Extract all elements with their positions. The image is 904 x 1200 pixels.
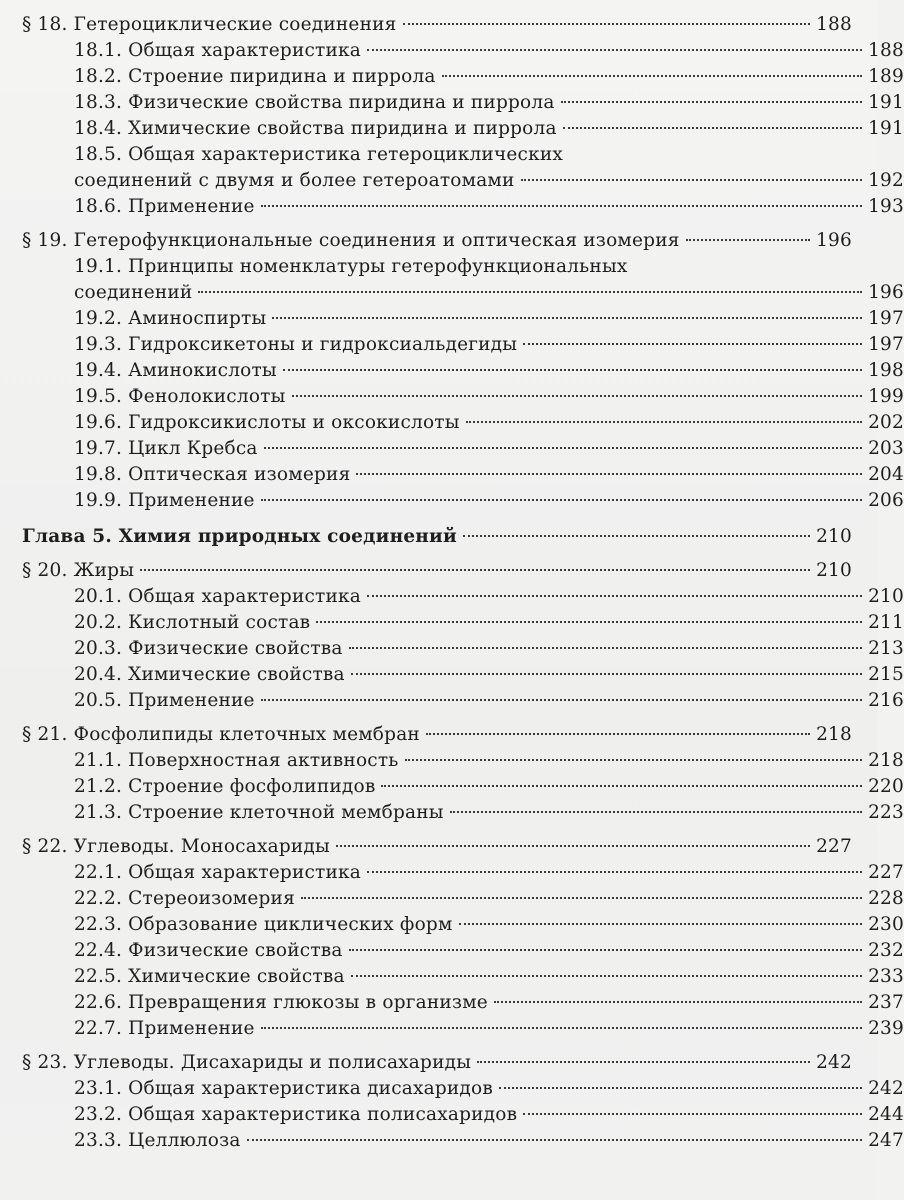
toc-entry-title: 21.1. Поверхностная активность [74,750,399,771]
toc-subsection [22,636,904,662]
toc-entry-line [74,748,904,774]
toc-entry-title: 19.8. Оптическая изомерия [74,464,351,485]
toc-entry-title: 20.4. Химические свойства [74,664,345,685]
toc-entry-line [74,800,904,826]
dot-leader [261,1027,862,1029]
toc-subsection [22,748,904,774]
toc-entry-title: 18.3. Физические свойства пиридина и пиррола [74,92,555,113]
dot-leader [292,395,863,397]
toc-subsection [22,90,904,116]
toc-page-number: 218 [816,724,852,745]
toc-entry-title: 22.2. Стереоизомерия [74,888,295,909]
toc-page-number: 210 [816,526,852,547]
toc-page-number: 210 [868,586,904,607]
toc-subsection [22,332,904,358]
dot-leader [247,1139,862,1141]
toc-page-number: 239 [868,1018,904,1039]
toc-entry-title: Глава 5. Химия природных соединений [22,526,457,547]
toc-subsection [22,358,904,384]
toc-page-number: 233 [868,966,904,987]
toc-page-number: 197 [868,308,904,329]
dot-leader [494,1001,862,1003]
toc-entry-line [74,64,904,90]
toc-entry-line [74,168,904,194]
toc-entry-line [74,332,904,358]
toc-subsection [22,990,904,1016]
dot-leader [523,1113,862,1115]
toc-entry-title-continuation: соединений с двумя и более гетероатомами [74,170,515,191]
dot-leader [686,239,810,241]
toc-page-number: 202 [868,412,904,433]
toc-subsection [22,38,904,64]
toc-entry-title: 19.4. Аминокислоты [74,360,277,381]
dot-leader [561,101,863,103]
toc-entry-title: 22.4. Физические свойства [74,940,343,961]
toc-entry-title: 20.2. Кислотный состав [74,612,311,633]
toc-subsection [22,1128,904,1154]
dot-leader [140,569,810,571]
toc-page-number: 230 [868,914,904,935]
toc-entry-line [74,886,904,912]
toc-page-number: 199 [868,386,904,407]
toc-subsection [22,912,904,938]
toc-entry-title: 23.1. Общая характеристика дисахаридов [74,1078,493,1099]
toc-entry-title: 19.5. Фенолокислоты [74,386,286,407]
toc-subsection [22,688,904,714]
dot-leader [523,343,862,345]
toc-page-number: 232 [868,940,904,961]
toc-subsection [22,1016,904,1042]
toc-entry-title: 23.3. Целлюлоза [74,1130,241,1151]
toc-page-number: 189 [868,66,904,87]
toc-subsection [22,142,904,194]
toc-entry-title: 23.2. Общая характеристика полисахаридов [74,1104,518,1125]
toc-section [22,228,852,254]
toc-entry-title: § 21. Фосфолипиды клеточных мембран [22,724,420,745]
toc-subsection [22,410,904,436]
dot-leader [301,897,862,899]
toc-page-number: 247 [868,1130,904,1151]
toc-entry-line [74,194,904,220]
toc-entry-line [74,1128,904,1154]
dot-leader [336,845,810,847]
toc-page-number: 213 [868,638,904,659]
dot-leader [499,1087,862,1089]
toc-page-number: 211 [868,612,904,633]
toc-entry-line [74,1076,904,1102]
toc-subsection [22,64,904,90]
toc-entry-line [74,462,904,488]
toc-entry-title: 19.3. Гидроксикетоны и гидроксиальдегиды [74,334,518,355]
toc-subsection [22,462,904,488]
toc-subsection [22,436,904,462]
dot-leader [450,811,862,813]
dot-leader [198,291,862,293]
toc-entry-title: 21.3. Строение клеточной мембраны [74,802,444,823]
toc-entry-line [22,722,852,748]
toc-chapter [22,524,852,550]
toc-section [22,722,852,748]
toc-entry-title: 20.5. Применение [74,690,255,711]
toc-entry-title: 19.9. Применение [74,490,255,511]
toc-entry-line [74,1016,904,1042]
toc-entry-title: 22.7. Применение [74,1018,255,1039]
toc-page-number: 193 [868,196,904,217]
toc-entry-title-continuation: соединений [74,282,193,303]
toc-entry-title: 20.1. Общая характеристика [74,586,362,607]
toc-page-number: 216 [868,690,904,711]
dot-leader [459,923,863,925]
toc-entry-line [74,688,904,714]
toc-subsection [22,584,904,610]
toc-entry-line [74,280,904,306]
toc-subsection [22,610,904,636]
toc-page-number: 204 [868,464,904,485]
toc-entry-line [22,524,852,550]
dot-leader [442,75,862,77]
toc-entry-title: 18.1. Общая характеристика [74,40,362,61]
toc-entry-line [74,662,904,688]
dot-leader [405,759,863,761]
toc-entry-title: 21.2. Строение фосфолипидов [74,776,376,797]
dot-leader [367,49,862,51]
dot-leader [356,473,862,475]
toc-entry-title: 22.6. Превращения глюкозы в организме [74,992,488,1013]
toc-entry-title: 22.5. Химические свойства [74,966,345,987]
table-of-contents [22,12,904,1154]
toc-page-number: 242 [816,1052,852,1073]
toc-page-number: 228 [868,888,904,909]
toc-page-number: 191 [868,92,904,113]
toc-entry-line [22,228,852,254]
toc-entry-line [74,384,904,410]
toc-page-number: 206 [868,490,904,511]
toc-entry-line [22,12,852,38]
toc-entry-line [74,912,904,938]
toc-page-number: 215 [868,664,904,685]
dot-leader [463,535,810,537]
toc-entry-line [74,584,904,610]
dot-leader [261,699,862,701]
toc-page-number: 227 [868,862,904,883]
toc-entry-line [22,1050,852,1076]
toc-subsection [22,860,904,886]
toc-page-number: 220 [868,776,904,797]
toc-page-number: 210 [816,560,852,581]
dot-leader [351,673,862,675]
toc-entry-line [74,90,904,116]
dot-leader [426,733,810,735]
dot-leader [349,647,862,649]
toc-entry-line [74,636,904,662]
toc-page-number: 198 [868,360,904,381]
dot-leader [261,499,862,501]
toc-entry-line [74,306,904,332]
toc-entry-line [74,1102,904,1128]
toc-subsection [22,774,904,800]
toc-page-number: 223 [868,802,904,823]
toc-entry-line [74,610,904,636]
toc-entry-line [74,38,904,64]
toc-subsection [22,964,904,990]
toc-page-number: 242 [868,1078,904,1099]
toc-entry-title: § 19. Гетерофункциональные соединения и оптическая изомерия [22,230,680,251]
toc-entry-title: § 22. Углеводы. Моносахариды [22,836,330,857]
dot-leader [381,785,862,787]
dot-leader [264,447,862,449]
dot-leader [349,949,862,951]
toc-page-number: 191 [868,118,904,139]
toc-entry-title: 19.2. Аминоспирты [74,308,267,329]
toc-entry-line [22,834,852,860]
toc-page-number: 244 [868,1104,904,1125]
dot-leader [283,369,862,371]
toc-entry-line [74,116,904,142]
dot-leader [403,23,811,25]
toc-page-number: 188 [868,40,904,61]
dot-leader [316,621,862,623]
toc-page-number: 203 [868,438,904,459]
toc-subsection [22,662,904,688]
toc-page-number: 192 [868,170,904,191]
toc-entry-title: 19.1. Принципы номенклатуры гетерофункциональных [74,256,628,277]
dot-leader [563,127,862,129]
toc-entry-title: § 20. Жиры [22,560,135,581]
toc-entry-title: 18.4. Химические свойства пиридина и пиррола [74,118,557,139]
toc-entry-line [74,964,904,990]
toc-entry-title: § 23. Углеводы. Дисахариды и полисахариды [22,1052,472,1073]
toc-entry-title: 22.1. Общая характеристика [74,862,362,883]
toc-entry-title: 22.3. Образование циклических форм [74,914,453,935]
toc-entry-title: 19.6. Гидроксикислоты и оксокислоты [74,412,460,433]
dot-leader [367,871,862,873]
toc-subsection [22,1076,904,1102]
toc-entry-line [74,990,904,1016]
toc-subsection [22,800,904,826]
toc-entry-line [74,436,904,462]
toc-entry-line [74,938,904,964]
toc-entry-title: 18.6. Применение [74,196,255,217]
dot-leader [521,179,863,181]
toc-entry-line [74,410,904,436]
toc-subsection [22,116,904,142]
toc-subsection [22,1102,904,1128]
toc-entry-line [74,358,904,384]
toc-entry-title: 18.5. Общая характеристика гетероциклических [74,144,564,165]
toc-page-number: 196 [868,282,904,303]
toc-page-number: 197 [868,334,904,355]
toc-subsection [22,886,904,912]
toc-section [22,1050,852,1076]
toc-page-number: 237 [868,992,904,1013]
toc-entry-line [74,488,904,514]
toc-subsection [22,938,904,964]
toc-subsection [22,488,904,514]
toc-section [22,12,852,38]
toc-subsection [22,306,904,332]
toc-entry-line [74,860,904,886]
dot-leader [351,975,862,977]
toc-page-number: 196 [816,230,852,251]
toc-page-number: 188 [816,14,852,35]
toc-entry-title: 18.2. Строение пиридина и пиррола [74,66,436,87]
toc-page-number: 227 [816,836,852,857]
dot-leader [367,595,862,597]
toc-section [22,558,852,584]
toc-section [22,834,852,860]
dot-leader [477,1061,810,1063]
toc-entry-line [74,774,904,800]
toc-subsection [22,384,904,410]
toc-entry-title: § 18. Гетероциклические соединения [22,14,397,35]
dot-leader [466,421,862,423]
toc-subsection [22,194,904,220]
toc-entry-title: 20.3. Физические свойства [74,638,343,659]
toc-entry-title: 19.7. Цикл Кребса [74,438,258,459]
toc-subsection [22,254,904,306]
toc-entry-line [22,558,852,584]
dot-leader [272,317,862,319]
toc-page-number: 218 [868,750,904,771]
dot-leader [261,205,862,207]
